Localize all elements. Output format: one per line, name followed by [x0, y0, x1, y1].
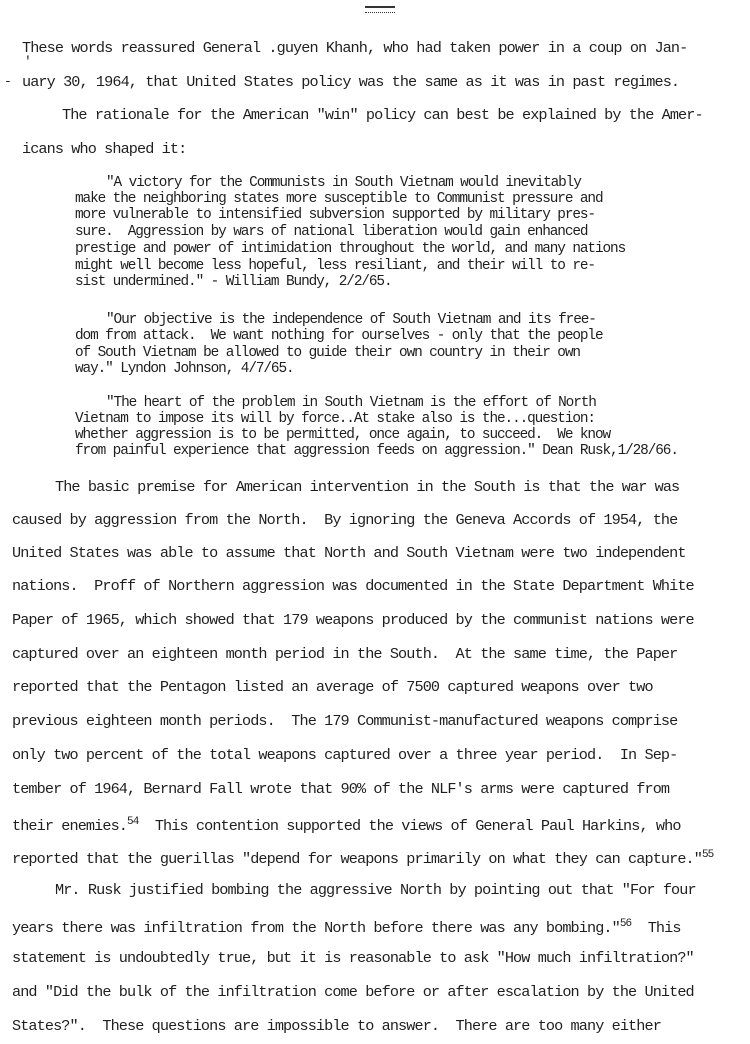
text-line: United States was able to assume that North and South Vietnam were two independent — [12, 544, 686, 562]
quote-line: of South Vietnam be allowed to guide their own country in their own — [75, 345, 580, 361]
text-line: captured over an eighteen month period in the South. At the same time, the Paper — [12, 645, 678, 663]
text-line: tember of 1964, Bernard Fall wrote that 90% of the NLF's arms were captured from — [12, 780, 670, 798]
quote-line: whether aggression is to be permitted, once again, to succeed. We know — [75, 427, 611, 443]
quote-line: more vulnerable to intensified subversion supported by military pres- — [75, 207, 595, 223]
quote-line: make the neighboring states more susceptible to Communist pressure and — [75, 191, 603, 207]
text-line: Mr. Rusk justified bombing the aggressive North by pointing out that "For four — [55, 881, 696, 899]
quote-line: Vietnam to impose its will by force..At stake also is the...question: — [75, 411, 595, 427]
text-line: Paper of 1965, which showed that 179 weapons produced by the communist nations were — [12, 611, 694, 629]
text-run: their enemies. — [12, 817, 127, 835]
quote-line: sure. Aggression by wars of national liberation would gain enhanced — [75, 224, 588, 240]
quote-line: prestige and power of intimidation throughout the world, and many nations — [75, 241, 626, 257]
quote-line: "A victory for the Communists in South Vietnam would inevitably — [106, 175, 581, 191]
footnote-marker: 56 — [619, 918, 632, 930]
text-line: The basic premise for American intervention in the South is that the war was — [55, 478, 680, 496]
text-line: The rationale for the American "win" policy can best be explained by the Amer- — [62, 106, 703, 124]
footnote-marker: 54 — [127, 816, 139, 828]
quote-line: "The heart of the problem in South Vietnam is the effort of North — [106, 395, 596, 411]
text-run: years there was infiltration from the North before there was any bombing." — [12, 919, 620, 937]
text-line: States?". These questions are impossible to answer. There are too many either — [12, 1017, 661, 1035]
text-line: nations. Proff of Northern aggression was documented in the State Department White — [12, 577, 694, 595]
quote-line: from painful experience that aggression feeds on aggression." Dean Rusk,1/28/66. — [75, 443, 678, 459]
text-line: icans who shaped it: — [22, 140, 187, 158]
text-run: This contention supported the views of General Paul Harkins, who — [154, 817, 681, 835]
quote-line: "Our objective is the independence of South Vietnam and its free- — [106, 312, 596, 328]
text-line: only two percent of the total weapons captured over a three year period. In Sep- — [12, 746, 678, 764]
footnote-marker: 55 — [701, 849, 714, 861]
quote-line: sist undermined." - William Bundy, 2/2/65. — [75, 274, 392, 290]
text-line: statement is undoubtedly true, but it is reasonable to ask "How much infiltration?" — [12, 949, 694, 967]
text-line — [12, 846, 713, 868]
page-number-mark — [365, 6, 395, 13]
quote-line: way." Lyndon Johnson, 4/7/65. — [75, 361, 294, 377]
text-line: uary 30, 1964, that United States policy was the same as it was in past regimes. — [22, 73, 680, 91]
text-run: This — [647, 919, 681, 937]
quote-line: dom from attack. We want nothing for ourselves - only that the people — [75, 328, 603, 344]
text-line: and "Did the bulk of the infiltration come before or after escalation by the United — [12, 983, 694, 1001]
text-line: caused by aggression from the North. By ignoring the Geneva Accords of 1954, the — [12, 511, 678, 529]
text-line: These words reassured General .guyen Khanh, who had taken power in a coup on Jan- — [22, 39, 688, 57]
text-line — [12, 915, 681, 937]
text-line: reported that the Pentagon listed an average of 7500 captured weapons over two — [12, 678, 653, 696]
text-line: previous eighteen month periods. The 179 Communist-manufactured weapons comprise — [12, 712, 678, 730]
stray-mark: ' — [24, 54, 32, 69]
text-line — [12, 813, 681, 835]
quote-line: might well become less hopeful, less resiliant, and their will to re- — [75, 258, 595, 274]
margin-mark: - — [4, 74, 12, 89]
text-run: reported that the guerillas "depend for weapons primarily on what they can capture." — [12, 850, 702, 868]
